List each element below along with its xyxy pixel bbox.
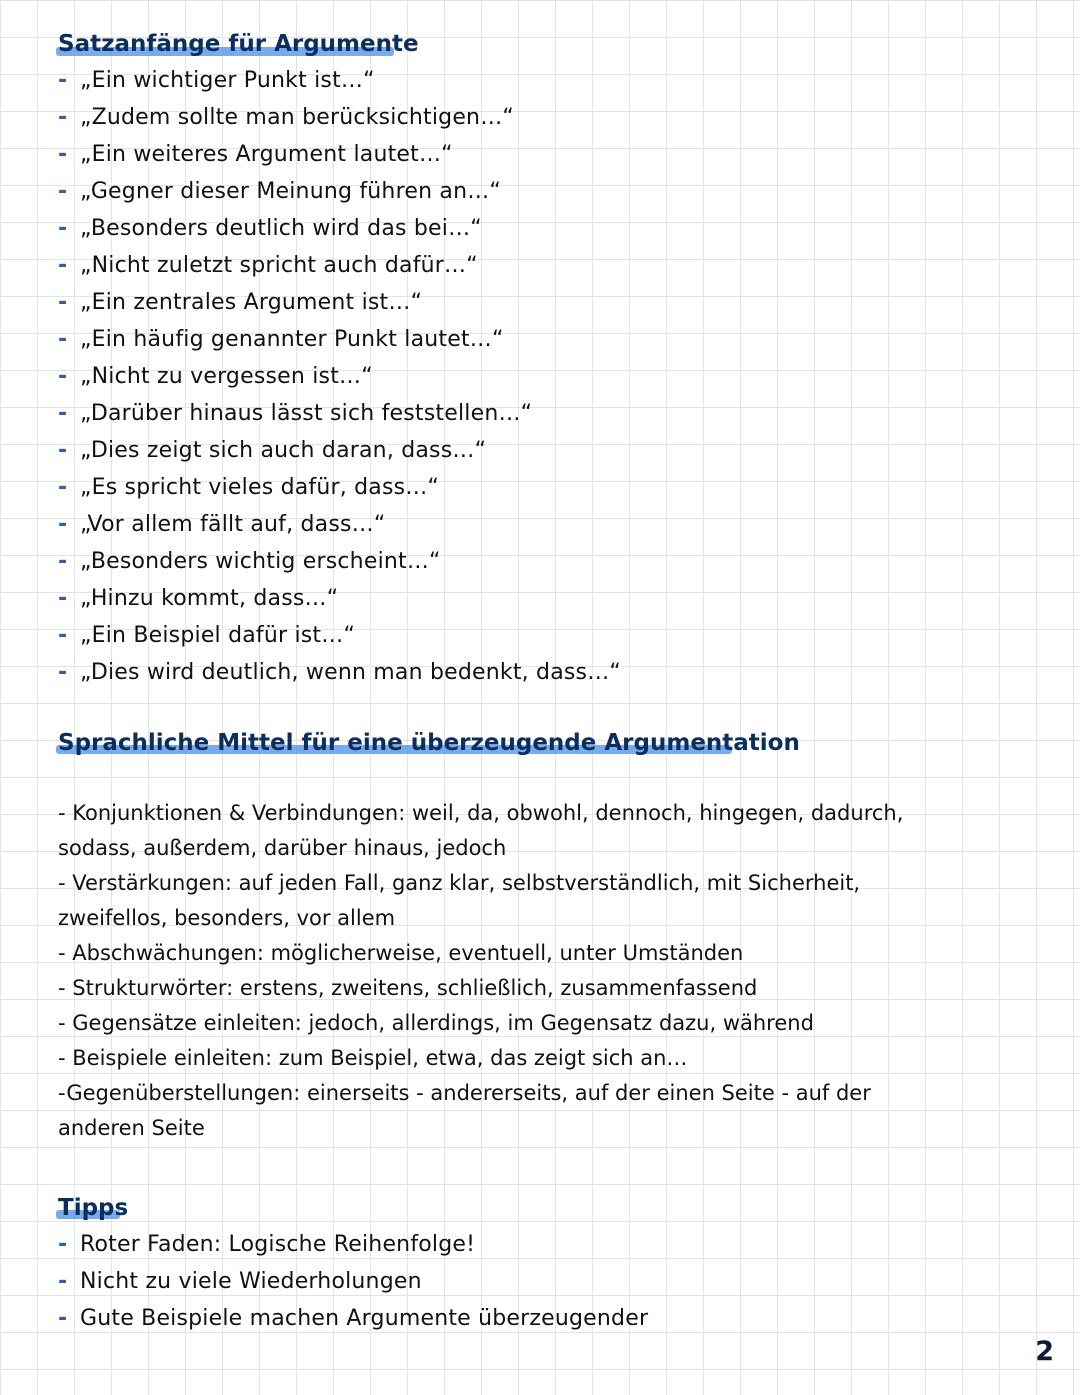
list-item-text: „Ein zentrales Argument ist…“ (80, 290, 423, 315)
list-item (58, 284, 621, 321)
text-line: -Gegenüberstellungen: einerseits - andererseits, auf der einen Seite - auf der (58, 1081, 871, 1105)
list-item (58, 543, 621, 580)
list-item (58, 395, 621, 432)
list-item (58, 210, 621, 247)
bullet-dash: - (58, 68, 68, 93)
list-item-text: „Ein weiteres Argument lautet…“ (80, 142, 453, 167)
list-item (58, 136, 621, 173)
list-item-text: Roter Faden: Logische Reihenfolge! (80, 1232, 476, 1257)
bullet-dash: - (58, 401, 68, 426)
list-item-text: „Dies zeigt sich auch daran, dass…“ (80, 438, 487, 463)
bullet-dash: - (58, 142, 68, 167)
list-item (58, 62, 621, 99)
list-item (58, 99, 621, 136)
bullet-dash: - (58, 438, 68, 463)
list-item-text: „Ein häufig genannter Punkt lautet…“ (80, 327, 504, 352)
list-item (58, 247, 621, 284)
text-line: sodass, außerdem, darüber hinaus, jedoch (58, 836, 507, 860)
list-item-text: „Dies wird deutlich, wenn man bedenkt, dass…“ (80, 660, 622, 685)
list-item-text: „Ein Beispiel dafür ist…“ (80, 623, 356, 648)
section-heading-tips: Tipps (58, 1195, 129, 1221)
sentence-starters-list (58, 62, 621, 691)
bullet-dash: - (58, 364, 68, 389)
bullet-dash: - (58, 1269, 68, 1294)
list-item-text: „Vor allem fällt auf, dass…“ (80, 512, 386, 537)
bullet-dash: - (58, 327, 68, 352)
list-item (58, 654, 621, 691)
text-line: - Strukturwörter: erstens, zweitens, schließlich, zusammenfassend (58, 976, 758, 1000)
rhetorical-devices-text (58, 796, 958, 1146)
bullet-dash: - (58, 623, 68, 648)
bullet-dash: - (58, 216, 68, 241)
list-item (58, 469, 621, 506)
list-item-text: Nicht zu viele Wiederholungen (80, 1269, 422, 1294)
text-line: - Gegensätze einleiten: jedoch, allerdings, im Gegensatz dazu, während (58, 1011, 814, 1035)
list-item-text: „Gegner dieser Meinung führen an…“ (80, 179, 502, 204)
list-item-text: „Zudem sollte man berücksichtigen…“ (80, 105, 515, 130)
bullet-dash: - (58, 253, 68, 278)
list-item-text: „Nicht zu vergessen ist…“ (80, 364, 373, 389)
page-number: 2 (1035, 1336, 1054, 1367)
list-item (58, 321, 621, 358)
bullet-dash: - (58, 1306, 68, 1331)
bullet-dash: - (58, 475, 68, 500)
bullet-dash: - (58, 105, 68, 130)
list-item-text: „Nicht zuletzt spricht auch dafür…“ (80, 253, 478, 278)
text-line: - Abschwächungen: möglicherweise, eventuell, unter Umständen (58, 941, 744, 965)
list-item-text: „Darüber hinaus lässt sich feststellen…“ (80, 401, 533, 426)
bullet-dash: - (58, 1232, 68, 1257)
list-item-text: „Besonders wichtig erscheint…“ (80, 549, 441, 574)
list-item (58, 1300, 648, 1337)
list-item (58, 506, 621, 543)
bullet-dash: - (58, 290, 68, 315)
list-item (58, 1226, 648, 1263)
text-line: zweifellos, besonders, vor allem (58, 906, 396, 930)
text-line: anderen Seite (58, 1116, 205, 1140)
list-item-text: „Ein wichtiger Punkt ist…“ (80, 68, 375, 93)
bullet-dash: - (58, 512, 68, 537)
bullet-dash: - (58, 179, 68, 204)
list-item (58, 580, 621, 617)
text-line: - Verstärkungen: auf jeden Fall, ganz klar, selbstverständlich, mit Sicherheit, (58, 871, 861, 895)
list-item-text: „Besonders deutlich wird das bei…“ (80, 216, 482, 241)
list-item (58, 358, 621, 395)
list-item (58, 617, 621, 654)
text-line: - Beispiele einleiten: zum Beispiel, etwa, das zeigt sich an… (58, 1046, 688, 1070)
tips-list (58, 1226, 648, 1337)
list-item (58, 432, 621, 469)
list-item-text: Gute Beispiele machen Argumente überzeugender (80, 1306, 649, 1331)
bullet-dash: - (58, 660, 68, 685)
text-line: - Konjunktionen & Verbindungen: weil, da, obwohl, dennoch, hingegen, dadurch, (58, 801, 904, 825)
bullet-dash: - (58, 549, 68, 574)
list-item-text: „Hinzu kommt, dass…“ (80, 586, 339, 611)
section-heading-sentence-starters: Satzanfänge für Argumente (58, 31, 419, 57)
list-item-text: „Es spricht vieles dafür, dass…“ (80, 475, 440, 500)
list-item (58, 173, 621, 210)
section-heading-rhetorical-devices: Sprachliche Mittel für eine überzeugende Argumentation (58, 730, 800, 756)
list-item (58, 1263, 648, 1300)
bullet-dash: - (58, 586, 68, 611)
